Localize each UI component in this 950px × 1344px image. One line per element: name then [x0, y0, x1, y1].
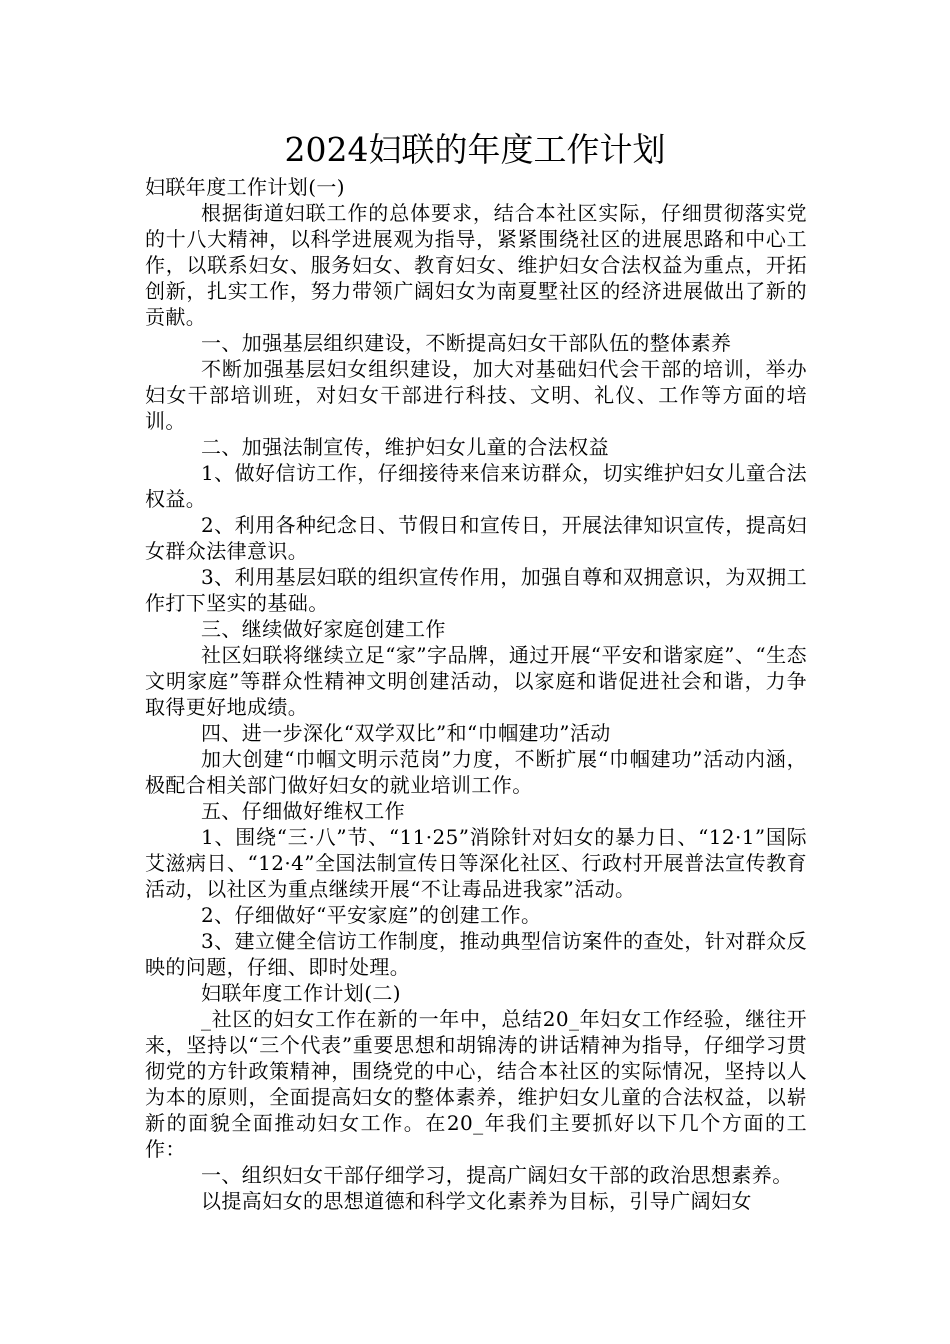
paragraph: 妇联年度工作计划(二) — [201, 981, 402, 1005]
paragraph: 五、仔细做好维权工作 — [201, 799, 405, 823]
paragraph: 不断加强基层妇女组织建设，加大对基础妇代会干部的培训，举办妇女干部培训班，对妇女干部进行科技、文明、礼仪、工作等方面的培训。 — [145, 357, 807, 433]
paragraph: 3、建立健全信访工作制度，推动典型信访案件的查处，针对群众反映的问题，仔细、即时处理。 — [145, 929, 807, 979]
paragraph: 四、进一步深化“双学双比”和“巾帼建功”活动 — [201, 721, 611, 745]
paragraph: 一、组织妇女干部仔细学习，提高广阔妇女干部的政治思想素养。 — [201, 1163, 793, 1187]
paragraph: 妇联年度工作计划(一) — [145, 175, 346, 199]
document-body — [145, 174, 807, 1214]
paragraph: 社区妇联将继续立足“家”字品牌，通过开展“平安和谐家庭”、“生态文明家庭”等群众性精神文明创建活动，以家庭和谐促进社会和谐，力争取得更好地成绩。 — [145, 643, 807, 719]
document-title: 2024妇联的年度工作计划 — [284, 130, 666, 169]
paragraph: 3、利用基层妇联的组织宣传作用，加强自尊和双拥意识，为双拥工作打下坚实的基础。 — [145, 565, 807, 615]
paragraph: 三、继续做好家庭创建工作 — [201, 617, 446, 641]
paragraph: 2、仔细做好“平安家庭”的创建工作。 — [201, 903, 542, 927]
paragraph: 以提高妇女的思想道德和科学文化素养为目标，引导广阔妇女 — [201, 1189, 752, 1213]
paragraph: 一、加强基层组织建设，不断提高妇女干部队伍的整体素养 — [201, 331, 732, 355]
paragraph: 二、加强法制宣传，维护妇女儿童的合法权益 — [201, 435, 609, 459]
paragraph: 根据街道妇联工作的总体要求，结合本社区实际，仔细贯彻落实党的十八大精神，以科学进展观为指导，紧紧围绕社区的进展思路和中心工作，以联系妇女、服务妇女、教育妇女、维护妇女合法权益为重点，开拓创新，扎实工作，努力带领广阔妇女为南夏墅社区的经济进展做出了新的贡献。 — [145, 201, 807, 329]
paragraph: 1、围绕“三·八”节、“11·25”消除针对妇女的暴力日、“12·1”国际艾滋病日、“12·4”全国法制宣传日等深化社区、行政村开展普法宣传教育活动，以社区为重点继续开展“不让毒品进我家”活动。 — [145, 825, 807, 901]
paragraph: _社区的妇女工作在新的一年中，总结20_年妇女工作经验，继往开来，坚持以“三个代表”重要思想和胡锦涛的讲话精神为指导，仔细学习贯彻党的方针政策精神，围绕党的中心，结合本社区的实际情况，坚持以人为本的原则，全面提高妇女的整体素养，维护妇女儿童的合法权益，以崭新的面貌全面推动妇女工作。在20_年我们主要抓好以下几个方面的工作： — [145, 1007, 807, 1161]
paragraph: 加大创建“巾帼文明示范岗”力度，不断扩展“巾帼建功”活动内涵，极配合相关部门做好妇女的就业培训工作。 — [145, 747, 807, 797]
paragraph: 1、做好信访工作，仔细接待来信来访群众，切实维护妇女儿童合法权益。 — [145, 461, 807, 511]
paragraph: 2、利用各种纪念日、节假日和宣传日，开展法律知识宣传，提高妇女群众法律意识。 — [145, 513, 807, 563]
